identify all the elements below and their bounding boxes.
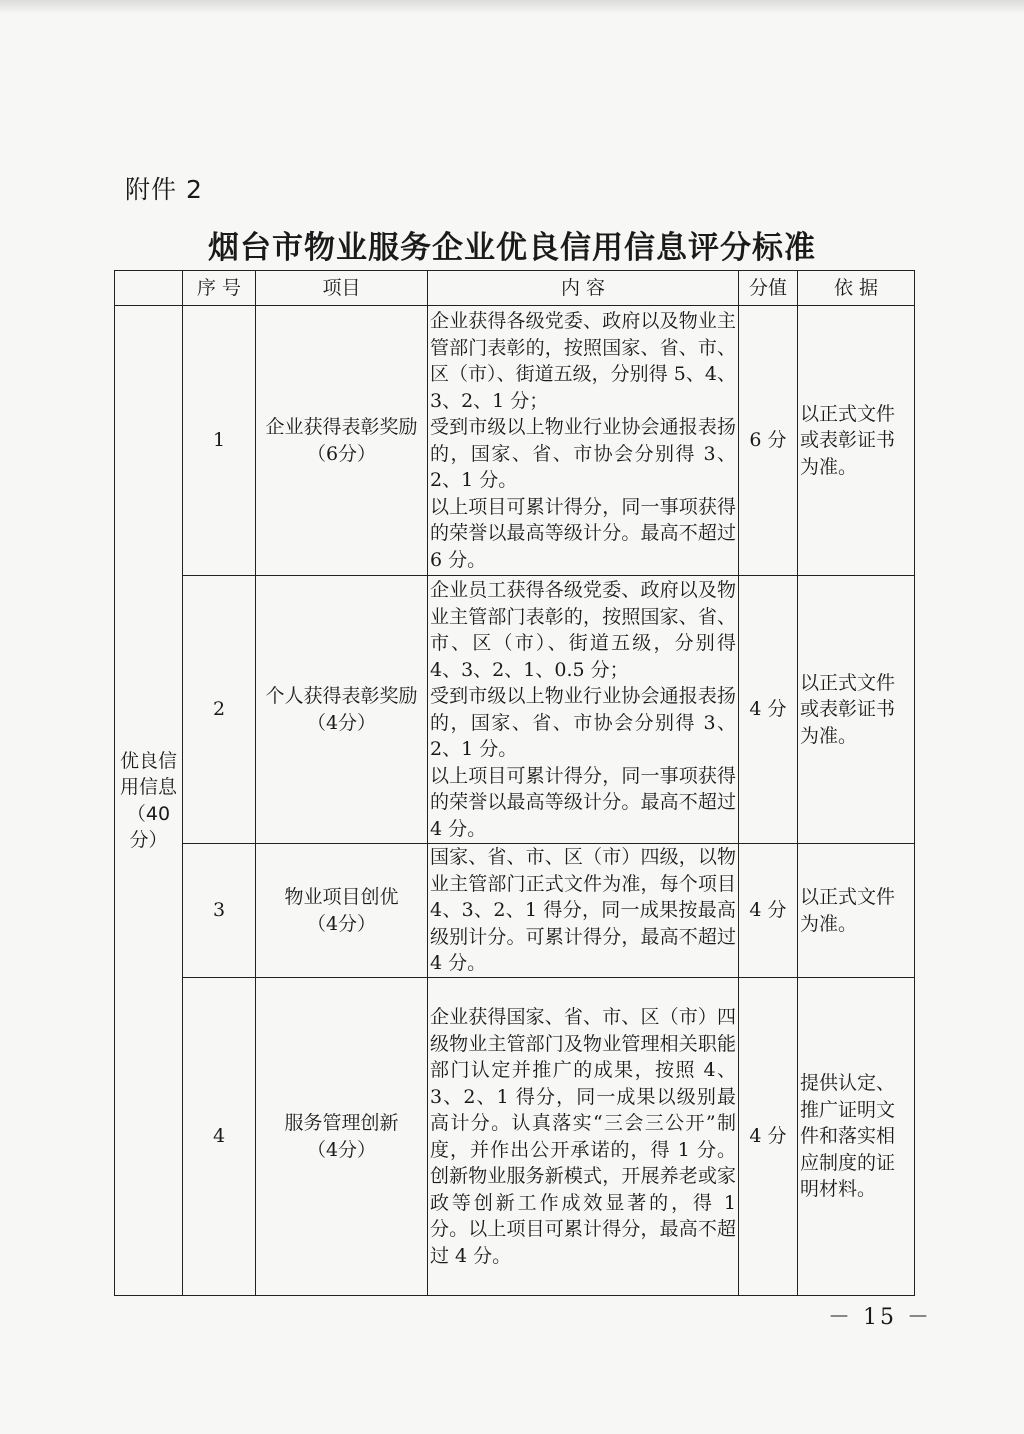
content-paragraph: 以上项目可累计得分，同一事项获得的荣誉以最高等级计分。最高不超过 4 分。 xyxy=(430,764,736,840)
basis-cell: 以正式文件或表彰证书为准。 xyxy=(798,576,915,844)
attachment-label: 附件 2 xyxy=(125,175,203,204)
item-cell xyxy=(256,576,428,844)
category-line: 优良信 xyxy=(119,749,177,772)
content-paragraph: 企业获得国家、省、市、区（市）四级物业主管部门及物业管理相关职能部门认定并推广的成果，按照 4、3、2、1 得分，同一成果以级别最高计分。认真落实“三会三公开”制度，并作出公开承诺的，得 1 分。创新物业服务新模式，开展养老或家政等创新工作成效显著的，得 1 分。以上项目可累计得分，最高不超过 4 分。 xyxy=(430,1006,736,1267)
content-paragraph: 企业获得各级党委、政府以及物业主管部门表彰的，按照国家、省、市、区（市）、街道五级，分别得 5、4、3、2、1 分； xyxy=(430,310,736,412)
header-score: 分值 xyxy=(739,271,798,306)
score-cell: 4 分 xyxy=(739,844,798,978)
content-cell xyxy=(428,978,739,1296)
table-row xyxy=(115,306,915,576)
basis-cell: 以正式文件为准。 xyxy=(798,844,915,978)
item-name: 企业获得表彰奖励 xyxy=(265,416,418,438)
score-cell: 4 分 xyxy=(739,576,798,844)
basis-cell: 提供认定、推广证明文件和落实相应制度的证明材料。 xyxy=(798,978,915,1296)
page-number: － 15 － xyxy=(828,1305,932,1330)
item-points: （4分） xyxy=(306,711,377,734)
content-cell xyxy=(428,306,739,576)
category-line: 分） xyxy=(129,829,168,851)
document-title: 烟台市物业服务企业优良信用信息评分标准 xyxy=(208,230,816,266)
scan-edge xyxy=(0,0,1024,14)
table-row xyxy=(115,576,915,844)
item-name: 服务管理创新 xyxy=(284,1112,399,1134)
row-number: 3 xyxy=(183,844,256,978)
score-cell: 6 分 xyxy=(739,306,798,576)
item-points: （4分） xyxy=(306,912,377,935)
category-line: （40 xyxy=(126,802,171,825)
item-cell xyxy=(256,844,428,978)
content-cell xyxy=(428,576,739,844)
item-name: 物业项目创优 xyxy=(284,886,399,908)
header-category-blank xyxy=(115,271,183,306)
table-row xyxy=(115,844,915,978)
item-points: （6分） xyxy=(306,442,377,465)
table-header-row xyxy=(115,271,915,306)
content-cell xyxy=(428,844,739,978)
content-paragraph: 受到市级以上物业行业协会通报表扬的，国家、省、市协会分别得 3、2、1 分。 xyxy=(430,685,736,760)
row-number: 1 xyxy=(183,306,256,576)
row-number: 4 xyxy=(183,978,256,1296)
basis-cell: 以正式文件或表彰证书为准。 xyxy=(798,306,915,576)
content-paragraph: 以上项目可累计得分，同一事项获得的荣誉以最高等级计分。最高不超过 6 分。 xyxy=(430,495,736,571)
item-cell xyxy=(256,306,428,576)
scoring-table xyxy=(114,270,915,1296)
header-item: 项目 xyxy=(256,271,428,306)
category-line: 用信息 xyxy=(119,776,177,798)
table-row xyxy=(115,978,915,1296)
item-cell xyxy=(256,978,428,1296)
score-cell: 4 分 xyxy=(739,978,798,1296)
header-content: 内 容 xyxy=(428,271,739,306)
category-cell xyxy=(115,306,183,1296)
item-name: 个人获得表彰奖励 xyxy=(265,685,418,707)
row-number: 2 xyxy=(183,576,256,844)
content-paragraph: 受到市级以上物业行业协会通报表扬的，国家、省、市协会分别得 3、2、1 分。 xyxy=(430,416,736,491)
header-basis: 依 据 xyxy=(798,271,915,306)
content-paragraph: 国家、省、市、区（市）四级，以物业主管部门正式文件为准，每个项目 4、3、2、1 得分，同一成果按最高级别计分。可累计得分，最高不超过 4 分。 xyxy=(430,846,736,975)
item-points: （4分） xyxy=(306,1138,377,1161)
header-no: 序 号 xyxy=(183,271,256,306)
content-paragraph: 企业员工获得各级党委、政府以及物业主管部门表彰的，按照国家、省、市、区（市）、街道五级，分别得 4、3、2、1、0.5 分； xyxy=(430,579,736,681)
